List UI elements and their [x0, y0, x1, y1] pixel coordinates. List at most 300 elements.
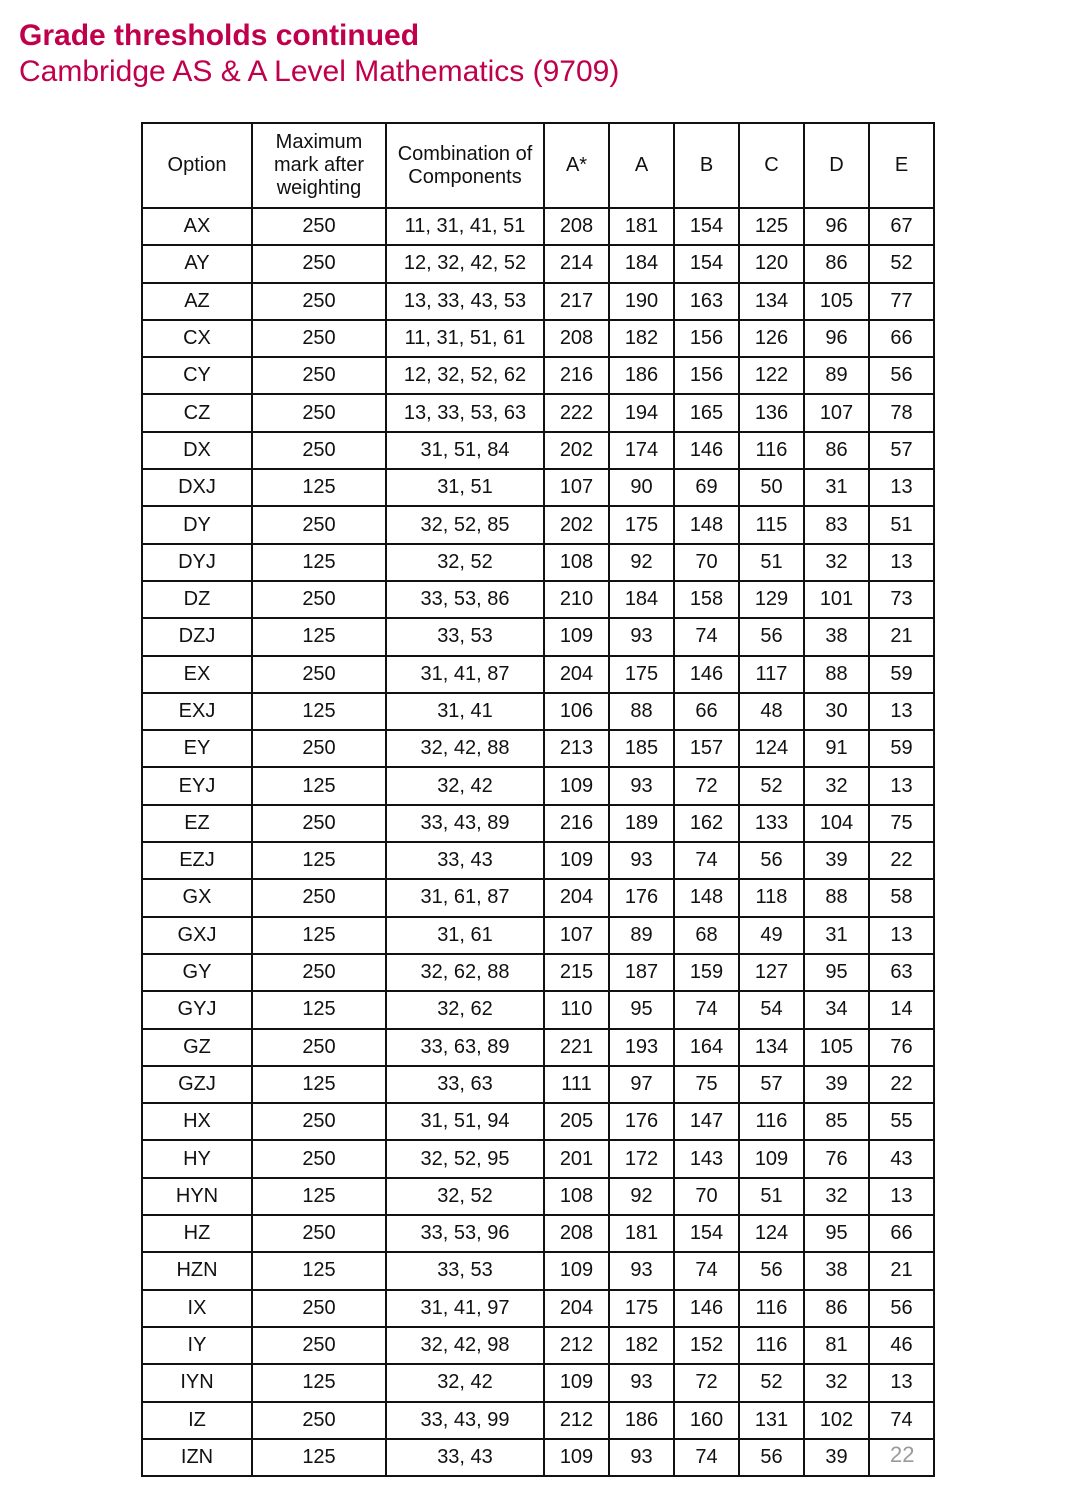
grade-d-cell: 95	[804, 954, 869, 991]
max-mark-cell: 125	[252, 544, 386, 581]
grade-d-cell: 107	[804, 394, 869, 431]
grade-d-cell: 89	[804, 357, 869, 394]
max-mark-cell: 250	[252, 245, 386, 282]
grade-e-cell: 58	[869, 879, 934, 916]
table-row	[142, 1103, 934, 1140]
grade-a-cell: 93	[609, 767, 674, 804]
option-cell: GZ	[142, 1029, 252, 1066]
grade-c-cell: 122	[739, 357, 804, 394]
grade-e-cell: 67	[869, 208, 934, 245]
grade-a-cell: 92	[609, 1178, 674, 1215]
grade-b-cell: 146	[674, 656, 739, 693]
grade-d-cell: 96	[804, 208, 869, 245]
column-header-combination: Combination of Components	[386, 123, 544, 208]
combination-cell: 32, 42, 88	[386, 730, 544, 767]
grade-a-star-cell: 109	[544, 767, 609, 804]
grade-a-star-cell: 201	[544, 1140, 609, 1177]
grade-c-cell: 52	[739, 1364, 804, 1401]
grade-e-cell: 22	[869, 842, 934, 879]
option-cell: EZ	[142, 805, 252, 842]
grade-d-cell: 86	[804, 432, 869, 469]
grade-a-star-cell: 202	[544, 506, 609, 543]
max-mark-cell: 125	[252, 1066, 386, 1103]
option-cell: IZN	[142, 1439, 252, 1476]
grade-b-cell: 159	[674, 954, 739, 991]
grade-b-cell: 163	[674, 283, 739, 320]
grade-d-cell: 96	[804, 320, 869, 357]
grade-d-cell: 86	[804, 1290, 869, 1327]
max-mark-cell: 250	[252, 1103, 386, 1140]
table-row	[142, 394, 934, 431]
grade-c-cell: 126	[739, 320, 804, 357]
grade-d-cell: 39	[804, 842, 869, 879]
table-row	[142, 1290, 934, 1327]
option-cell: GYJ	[142, 991, 252, 1028]
option-cell: EXJ	[142, 693, 252, 730]
grade-a-cell: 176	[609, 1103, 674, 1140]
option-cell: AY	[142, 245, 252, 282]
grade-a-star-cell: 107	[544, 469, 609, 506]
grade-c-cell: 50	[739, 469, 804, 506]
grade-a-star-cell: 222	[544, 394, 609, 431]
grade-e-cell: 13	[869, 767, 934, 804]
grade-c-cell: 134	[739, 283, 804, 320]
grade-d-cell: 85	[804, 1103, 869, 1140]
grade-b-cell: 164	[674, 1029, 739, 1066]
table-row	[142, 1402, 934, 1439]
table-row	[142, 1364, 934, 1401]
grade-c-cell: 136	[739, 394, 804, 431]
table-row	[142, 1215, 934, 1252]
max-mark-cell: 250	[252, 879, 386, 916]
grade-a-cell: 193	[609, 1029, 674, 1066]
grade-e-cell: 56	[869, 357, 934, 394]
grade-c-cell: 49	[739, 917, 804, 954]
page-number: 22	[886, 1442, 918, 1468]
max-mark-cell: 125	[252, 842, 386, 879]
grade-b-cell: 154	[674, 1215, 739, 1252]
table-row	[142, 656, 934, 693]
grade-d-cell: 102	[804, 1402, 869, 1439]
grade-c-cell: 57	[739, 1066, 804, 1103]
page-heading	[19, 18, 619, 90]
combination-cell: 31, 41	[386, 693, 544, 730]
max-mark-cell: 125	[252, 1252, 386, 1289]
grade-a-cell: 174	[609, 432, 674, 469]
grade-a-star-cell: 216	[544, 805, 609, 842]
combination-cell: 32, 42, 98	[386, 1327, 544, 1364]
grade-a-star-cell: 109	[544, 842, 609, 879]
grade-a-star-cell: 106	[544, 693, 609, 730]
max-mark-cell: 250	[252, 208, 386, 245]
max-mark-cell: 250	[252, 432, 386, 469]
grade-d-cell: 88	[804, 656, 869, 693]
grade-a-cell: 97	[609, 1066, 674, 1103]
table-row	[142, 506, 934, 543]
grade-b-cell: 158	[674, 581, 739, 618]
table-row	[142, 1140, 934, 1177]
grade-d-cell: 104	[804, 805, 869, 842]
grade-c-cell: 56	[739, 1252, 804, 1289]
max-mark-cell: 125	[252, 469, 386, 506]
grade-thresholds-table	[141, 122, 935, 1477]
grade-a-star-cell: 216	[544, 357, 609, 394]
grade-d-cell: 101	[804, 581, 869, 618]
grade-d-cell: 32	[804, 544, 869, 581]
grade-e-cell: 13	[869, 469, 934, 506]
combination-cell: 32, 52	[386, 544, 544, 581]
combination-cell: 13, 33, 53, 63	[386, 394, 544, 431]
option-cell: CZ	[142, 394, 252, 431]
grade-a-star-cell: 109	[544, 618, 609, 655]
table-body	[142, 208, 934, 1476]
option-cell: GXJ	[142, 917, 252, 954]
grade-b-cell: 74	[674, 1439, 739, 1476]
grade-e-cell: 21	[869, 1252, 934, 1289]
max-mark-cell: 250	[252, 954, 386, 991]
combination-cell: 33, 43, 89	[386, 805, 544, 842]
grade-a-cell: 93	[609, 1364, 674, 1401]
table-row	[142, 283, 934, 320]
table-row	[142, 954, 934, 991]
grade-d-cell: 31	[804, 469, 869, 506]
grade-a-cell: 187	[609, 954, 674, 991]
grade-a-star-cell: 208	[544, 1215, 609, 1252]
grade-a-star-cell: 217	[544, 283, 609, 320]
grade-a-star-cell: 205	[544, 1103, 609, 1140]
grade-a-star-cell: 110	[544, 991, 609, 1028]
combination-cell: 31, 61	[386, 917, 544, 954]
max-mark-cell: 250	[252, 1029, 386, 1066]
combination-cell: 32, 62	[386, 991, 544, 1028]
combination-cell: 11, 31, 51, 61	[386, 320, 544, 357]
grade-b-cell: 154	[674, 245, 739, 282]
max-mark-cell: 250	[252, 730, 386, 767]
grade-e-cell: 13	[869, 544, 934, 581]
grade-c-cell: 56	[739, 1439, 804, 1476]
grade-d-cell: 39	[804, 1439, 869, 1476]
grade-c-cell: 48	[739, 693, 804, 730]
option-cell: EX	[142, 656, 252, 693]
grade-a-star-cell: 109	[544, 1439, 609, 1476]
table-row	[142, 544, 934, 581]
grade-d-cell: 38	[804, 618, 869, 655]
grade-a-star-cell: 208	[544, 320, 609, 357]
grade-a-cell: 186	[609, 1402, 674, 1439]
grade-d-cell: 39	[804, 1066, 869, 1103]
grade-b-cell: 146	[674, 432, 739, 469]
grade-a-cell: 92	[609, 544, 674, 581]
option-cell: CY	[142, 357, 252, 394]
grade-a-star-cell: 214	[544, 245, 609, 282]
column-header-d: D	[804, 123, 869, 208]
table-header	[142, 123, 934, 208]
grade-d-cell: 31	[804, 917, 869, 954]
option-cell: HZ	[142, 1215, 252, 1252]
grade-c-cell: 116	[739, 1290, 804, 1327]
option-cell: DX	[142, 432, 252, 469]
max-mark-cell: 250	[252, 320, 386, 357]
grade-a-cell: 93	[609, 618, 674, 655]
option-cell: DYJ	[142, 544, 252, 581]
combination-cell: 33, 53	[386, 618, 544, 655]
grade-c-cell: 131	[739, 1402, 804, 1439]
grade-a-star-cell: 107	[544, 917, 609, 954]
grade-e-cell: 57	[869, 432, 934, 469]
column-header-c: C	[739, 123, 804, 208]
combination-cell: 31, 51, 94	[386, 1103, 544, 1140]
column-header-e: E	[869, 123, 934, 208]
max-mark-cell: 250	[252, 1140, 386, 1177]
grade-c-cell: 116	[739, 1103, 804, 1140]
grade-b-cell: 143	[674, 1140, 739, 1177]
column-header-b: B	[674, 123, 739, 208]
option-cell: GZJ	[142, 1066, 252, 1103]
grade-b-cell: 162	[674, 805, 739, 842]
table-row	[142, 730, 934, 767]
grade-a-cell: 181	[609, 1215, 674, 1252]
grade-c-cell: 134	[739, 1029, 804, 1066]
max-mark-cell: 250	[252, 394, 386, 431]
grade-a-star-cell: 108	[544, 544, 609, 581]
combination-cell: 33, 53	[386, 1252, 544, 1289]
combination-cell: 12, 32, 42, 52	[386, 245, 544, 282]
table-row	[142, 1439, 934, 1476]
grade-a-cell: 194	[609, 394, 674, 431]
max-mark-cell: 125	[252, 1364, 386, 1401]
combination-cell: 32, 62, 88	[386, 954, 544, 991]
page-subtitle: Cambridge AS & A Level Mathematics (9709)	[19, 55, 620, 88]
max-mark-cell: 250	[252, 1290, 386, 1327]
grade-a-cell: 186	[609, 357, 674, 394]
table-row	[142, 618, 934, 655]
max-mark-cell: 125	[252, 1178, 386, 1215]
grade-b-cell: 148	[674, 879, 739, 916]
grade-a-cell: 175	[609, 656, 674, 693]
table-row	[142, 767, 934, 804]
table-row	[142, 693, 934, 730]
grade-c-cell: 133	[739, 805, 804, 842]
option-cell: EYJ	[142, 767, 252, 804]
grade-a-star-cell: 204	[544, 879, 609, 916]
grade-a-cell: 176	[609, 879, 674, 916]
max-mark-cell: 125	[252, 767, 386, 804]
grade-d-cell: 105	[804, 283, 869, 320]
combination-cell: 12, 32, 52, 62	[386, 357, 544, 394]
grade-c-cell: 116	[739, 432, 804, 469]
grade-a-star-cell: 212	[544, 1402, 609, 1439]
grade-b-cell: 72	[674, 767, 739, 804]
grade-a-star-cell: 204	[544, 656, 609, 693]
grade-e-cell: 74	[869, 1402, 934, 1439]
grade-e-cell: 56	[869, 1290, 934, 1327]
grade-e-cell: 51	[869, 506, 934, 543]
option-cell: HY	[142, 1140, 252, 1177]
grade-d-cell: 91	[804, 730, 869, 767]
grade-e-cell: 76	[869, 1029, 934, 1066]
max-mark-cell: 250	[252, 283, 386, 320]
grade-a-cell: 93	[609, 1252, 674, 1289]
grade-a-cell: 182	[609, 1327, 674, 1364]
grade-b-cell: 66	[674, 693, 739, 730]
combination-cell: 33, 43	[386, 842, 544, 879]
grade-a-cell: 175	[609, 1290, 674, 1327]
table-row	[142, 357, 934, 394]
combination-cell: 32, 52, 85	[386, 506, 544, 543]
option-cell: EZJ	[142, 842, 252, 879]
table-row	[142, 879, 934, 916]
grade-a-cell: 93	[609, 1439, 674, 1476]
grade-b-cell: 69	[674, 469, 739, 506]
grade-b-cell: 72	[674, 1364, 739, 1401]
grade-d-cell: 30	[804, 693, 869, 730]
grade-e-cell: 75	[869, 805, 934, 842]
grade-b-cell: 74	[674, 991, 739, 1028]
grade-d-cell: 81	[804, 1327, 869, 1364]
grade-d-cell: 95	[804, 1215, 869, 1252]
grade-e-cell: 78	[869, 394, 934, 431]
table-row	[142, 245, 934, 282]
grade-b-cell: 68	[674, 917, 739, 954]
grade-d-cell: 88	[804, 879, 869, 916]
grade-d-cell: 76	[804, 1140, 869, 1177]
grade-c-cell: 120	[739, 245, 804, 282]
grade-a-star-cell: 202	[544, 432, 609, 469]
grade-c-cell: 115	[739, 506, 804, 543]
grade-e-cell: 55	[869, 1103, 934, 1140]
grade-e-cell: 59	[869, 656, 934, 693]
page-title: Grade thresholds continued	[19, 19, 420, 52]
table-row	[142, 1252, 934, 1289]
grade-b-cell: 74	[674, 842, 739, 879]
grade-a-cell: 182	[609, 320, 674, 357]
grade-b-cell: 70	[674, 1178, 739, 1215]
grade-b-cell: 165	[674, 394, 739, 431]
option-cell: HZN	[142, 1252, 252, 1289]
option-cell: DZ	[142, 581, 252, 618]
grade-a-cell: 175	[609, 506, 674, 543]
table-row	[142, 1178, 934, 1215]
grade-b-cell: 147	[674, 1103, 739, 1140]
combination-cell: 32, 52, 95	[386, 1140, 544, 1177]
max-mark-cell: 250	[252, 1327, 386, 1364]
grade-a-cell: 89	[609, 917, 674, 954]
grade-c-cell: 127	[739, 954, 804, 991]
option-cell: DXJ	[142, 469, 252, 506]
max-mark-cell: 250	[252, 506, 386, 543]
option-cell: GY	[142, 954, 252, 991]
option-cell: CX	[142, 320, 252, 357]
grade-e-cell: 21	[869, 618, 934, 655]
grade-c-cell: 116	[739, 1327, 804, 1364]
grade-d-cell: 83	[804, 506, 869, 543]
grade-e-cell: 73	[869, 581, 934, 618]
table-row	[142, 581, 934, 618]
grade-a-cell: 184	[609, 245, 674, 282]
column-header-max-mark: Maximum mark after weighting	[252, 123, 386, 208]
grade-b-cell: 156	[674, 357, 739, 394]
max-mark-cell: 125	[252, 693, 386, 730]
grade-d-cell: 32	[804, 1178, 869, 1215]
combination-cell: 33, 53, 96	[386, 1215, 544, 1252]
combination-cell: 33, 63	[386, 1066, 544, 1103]
option-cell: DZJ	[142, 618, 252, 655]
grade-c-cell: 124	[739, 1215, 804, 1252]
combination-cell: 32, 42	[386, 767, 544, 804]
grade-e-cell: 46	[869, 1327, 934, 1364]
grade-a-star-cell: 208	[544, 208, 609, 245]
option-cell: GX	[142, 879, 252, 916]
grade-b-cell: 74	[674, 618, 739, 655]
combination-cell: 11, 31, 41, 51	[386, 208, 544, 245]
table-row	[142, 320, 934, 357]
table-row	[142, 1327, 934, 1364]
table-row	[142, 842, 934, 879]
combination-cell: 33, 43	[386, 1439, 544, 1476]
table-row	[142, 805, 934, 842]
grade-a-star-cell: 204	[544, 1290, 609, 1327]
table-row	[142, 1066, 934, 1103]
grade-b-cell: 154	[674, 208, 739, 245]
max-mark-cell: 125	[252, 618, 386, 655]
grade-c-cell: 51	[739, 544, 804, 581]
max-mark-cell: 250	[252, 805, 386, 842]
grade-b-cell: 70	[674, 544, 739, 581]
grade-c-cell: 56	[739, 618, 804, 655]
grade-e-cell: 13	[869, 917, 934, 954]
max-mark-cell: 250	[252, 1215, 386, 1252]
grade-a-star-cell: 213	[544, 730, 609, 767]
grade-b-cell: 160	[674, 1402, 739, 1439]
grade-a-star-cell: 221	[544, 1029, 609, 1066]
grade-a-star-cell: 210	[544, 581, 609, 618]
grade-d-cell: 38	[804, 1252, 869, 1289]
grade-a-cell: 189	[609, 805, 674, 842]
table-row	[142, 917, 934, 954]
grade-b-cell: 152	[674, 1327, 739, 1364]
grade-e-cell: 66	[869, 1215, 934, 1252]
grade-e-cell: 13	[869, 693, 934, 730]
combination-cell: 33, 53, 86	[386, 581, 544, 618]
option-cell: EY	[142, 730, 252, 767]
combination-cell: 13, 33, 43, 53	[386, 283, 544, 320]
grade-e-cell: 66	[869, 320, 934, 357]
grade-c-cell: 125	[739, 208, 804, 245]
grade-d-cell: 34	[804, 991, 869, 1028]
grade-a-star-cell: 109	[544, 1252, 609, 1289]
grade-a-cell: 190	[609, 283, 674, 320]
option-cell: IX	[142, 1290, 252, 1327]
max-mark-cell: 250	[252, 581, 386, 618]
column-header-option: Option	[142, 123, 252, 208]
grade-c-cell: 54	[739, 991, 804, 1028]
grade-a-cell: 184	[609, 581, 674, 618]
max-mark-cell: 125	[252, 917, 386, 954]
grade-a-star-cell: 109	[544, 1364, 609, 1401]
grade-b-cell: 157	[674, 730, 739, 767]
grade-b-cell: 75	[674, 1066, 739, 1103]
grade-b-cell: 148	[674, 506, 739, 543]
grade-a-cell: 181	[609, 208, 674, 245]
option-cell: AZ	[142, 283, 252, 320]
option-cell: IYN	[142, 1364, 252, 1401]
max-mark-cell: 250	[252, 656, 386, 693]
grade-c-cell: 124	[739, 730, 804, 767]
combination-cell: 33, 43, 99	[386, 1402, 544, 1439]
combination-cell: 31, 41, 97	[386, 1290, 544, 1327]
grade-d-cell: 86	[804, 245, 869, 282]
header-row	[142, 123, 934, 208]
